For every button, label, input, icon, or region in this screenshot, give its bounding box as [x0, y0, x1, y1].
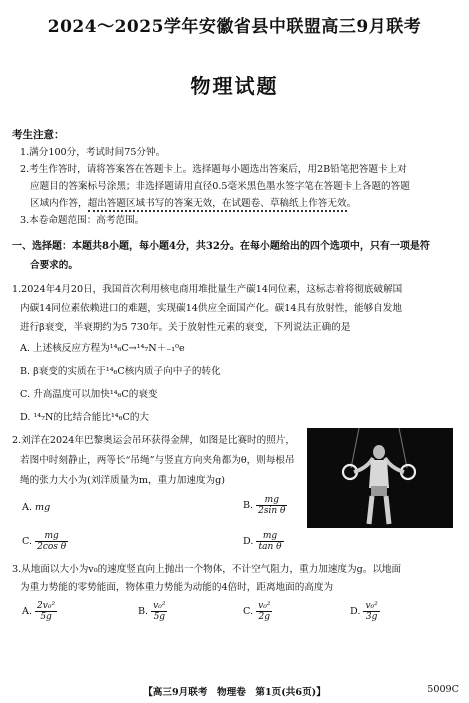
q1-option-c: C. 升高温度可以加快¹⁴₆C的衰变 — [20, 389, 158, 400]
q2-option-d-denominator: tan θ — [258, 542, 282, 552]
q3-option-a-numerator: 2v₀² — [37, 601, 56, 611]
page-footer: 【高三9月联考 物理卷 第1页(共6页)】 — [143, 687, 326, 698]
section-1-heading-line-2: 合要求的。 — [30, 260, 78, 271]
notice-item-2-line-3-c: 。 — [346, 198, 357, 209]
notice-heading: 考生注意： — [12, 129, 65, 141]
q3-option-a-label: A. — [22, 606, 32, 617]
q1-line-2: 内碳14同位素依赖进口的难题，实现碳14供应全面国产化。碳14具有放射性，能够自发地 — [20, 303, 402, 314]
page-title: 物理试题 — [190, 74, 279, 98]
q2-line-2: 若图中时刻静止，两等长“吊绳”与竖直方向夹角都为θ，则每根吊 — [20, 455, 295, 466]
q3-option-b-numerator: v₀² — [153, 601, 166, 611]
notice-item-2-line-3 — [30, 197, 356, 210]
q3-option-a-denominator: 5g — [40, 612, 52, 622]
notice-item-2-line-2: 应题目的答案标号涂黑；非选择题请用直径0.5毫米黑色墨水签字笔在答题卡上各题的答题 — [30, 181, 410, 192]
notice-item-3: 3.本卷命题范围：高考范围。 — [20, 215, 145, 226]
q2-option-a-value: mg — [35, 502, 51, 513]
gymnast-rings-illustration — [307, 428, 453, 528]
section-1-heading — [12, 240, 430, 253]
q3-option-c-fraction — [256, 601, 272, 622]
q3-option-d-label: D. — [350, 606, 361, 617]
q2-option-b — [243, 495, 287, 516]
q2-option-d-numerator: mg — [256, 531, 283, 542]
q3-option-d-denominator: 3g — [365, 612, 378, 622]
q2-option-b-numerator: mg — [256, 495, 287, 506]
q3-option-d-fraction — [363, 601, 379, 622]
q3-option-c — [243, 601, 272, 622]
q1-option-b: B. β衰变的实质在于¹⁴₆C核内质子向中子的转化 — [20, 366, 221, 377]
q3-line-1: 3.从地面以大小为v₀的速度竖直向上抛出一个物体，不计空气阻力，重力加速度为g。以地面 — [12, 564, 402, 575]
q3-option-d-numerator: v₀² — [365, 601, 378, 611]
q1-line-3: 进行β衰变，半衰期约为5 730年。关于放射性元素的衰变，下列说法正确的是 — [20, 322, 351, 333]
q3-option-b — [138, 601, 167, 622]
q2-option-b-label: B. — [243, 500, 254, 511]
exam-header: 2024～2025学年安徽省县中联盟高三9月联考 — [47, 17, 422, 37]
q2-option-a — [22, 502, 50, 513]
gymnast-photo — [307, 428, 453, 528]
q2-option-c — [22, 531, 68, 552]
q1-option-d: D. ¹⁴₇N的比结合能比¹⁴₆C的大 — [20, 412, 150, 423]
q1-option-a: A. 上述核反应方程为¹⁴₆C→¹⁴₇N＋₋₁⁰e — [20, 343, 185, 354]
q2-option-d-label: D. — [243, 536, 254, 547]
q2-option-d-fraction — [256, 531, 283, 552]
exam-code: 5009C — [427, 684, 459, 695]
q3-option-b-label: B. — [138, 606, 149, 617]
notice-item-1: 1.满分100分，考试时间75分钟。 — [20, 147, 166, 158]
q2-option-a-label: A. — [22, 502, 32, 513]
q3-option-c-denominator: 2g — [258, 612, 271, 622]
q3-option-a — [22, 601, 57, 622]
q2-option-c-label: C. — [22, 536, 33, 547]
q3-option-b-denominator: 5g — [153, 612, 166, 622]
q2-option-d — [243, 531, 284, 552]
q2-option-c-denominator: 2cos θ — [37, 542, 67, 552]
notice-emphasis: 超出答题区域书写的答案无效，在试题卷、草稿纸上作答无效 — [88, 198, 347, 212]
q2-option-c-numerator: mg — [35, 531, 68, 542]
q3-option-c-numerator: v₀² — [258, 601, 271, 611]
section-1-heading-a: 一、选择题：本题共8小题，每小题4分，共32分。 — [12, 241, 240, 252]
q2-option-c-fraction — [35, 531, 68, 552]
notice-item-2-line-3-a: 区域内作答， — [30, 198, 88, 209]
q3-option-a-fraction — [35, 601, 57, 622]
q2-option-b-fraction — [256, 495, 287, 516]
q3-option-c-label: C. — [243, 606, 254, 617]
q1-line-1: 1.2024年4月20日，我国首次利用核电商用堆批量生产碳14同位素，这标志着将彻底破解国 — [12, 284, 403, 295]
q2-line-1: 2.刘洋在2024年巴黎奥运会吊环获得金牌，如图是比赛时的照片， — [12, 435, 296, 446]
q2-line-3: 绳的张力大小为(刘洋质量为m，重力加速度为g) — [20, 475, 226, 486]
q3-option-d — [350, 601, 380, 622]
notice-item-2-line-1: 2.考生作答时，请将答案答在答题卡上。选择题每小题选出答案后，用2B铅笔把答题卡上对 — [20, 164, 407, 175]
q2-option-b-denominator: 2sin θ — [258, 506, 286, 516]
section-1-heading-b: 在每小题给出的四个选项中，只有一项是符 — [239, 241, 430, 252]
q3-line-2: 为重力势能的零势能面，物体重力势能为动能的4倍时，距离地面的高度为 — [20, 582, 334, 593]
q3-option-b-fraction — [151, 601, 167, 622]
